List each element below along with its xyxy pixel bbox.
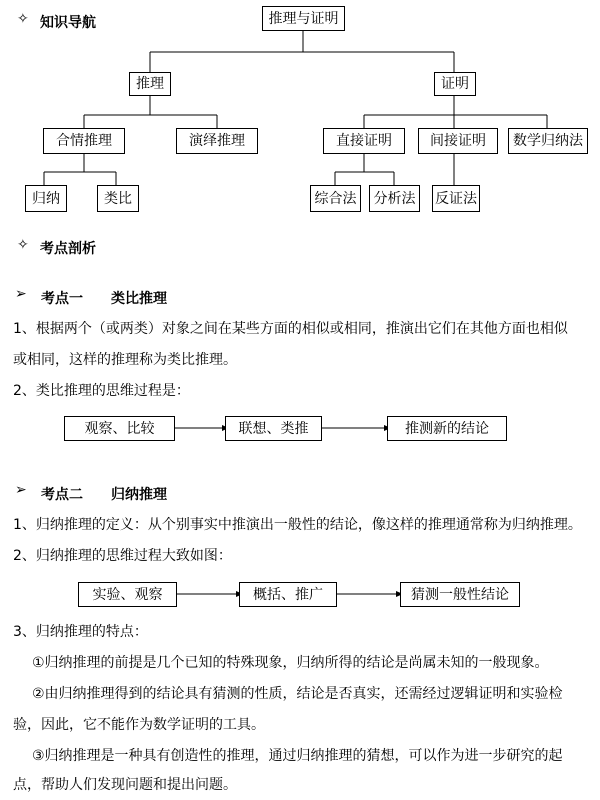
flow1-step3: 推测新的结论 — [387, 416, 507, 441]
flow2-step1: 实验、观察 — [78, 582, 177, 607]
flow1-step1: 观察、比较 — [64, 416, 175, 441]
tree-node-synthesis: 综合法 — [310, 185, 361, 212]
tree-node-direct: 直接证明 — [323, 128, 405, 154]
point2-feature3-line2: 点，帮助人们发现问题和提出问题。 — [13, 777, 237, 793]
point2-p3: 3、归纳推理的特点： — [13, 624, 148, 640]
tree-node-math-induction: 数学归纳法 — [508, 128, 588, 154]
point1-p1-line2: 或相同，这样的推理称为类比推理。 — [13, 352, 237, 368]
tree-node-proof: 证明 — [434, 72, 476, 96]
flow2-step3: 猜测一般性结论 — [400, 582, 520, 607]
arrow-bullet-icon: ➢ — [15, 286, 27, 302]
tree-node-contradiction: 反证法 — [432, 185, 480, 212]
tree-node-reasoning: 推理 — [129, 72, 171, 96]
tree-node-indirect: 间接证明 — [418, 128, 498, 154]
flow1-step2: 联想、类推 — [225, 416, 322, 441]
tree-node-analogy: 类比 — [97, 185, 139, 212]
point2-p1: 1、归纳推理的定义：从个别事实中推演出一般性的结论，像这样的推理通常称为归纳推理。 — [13, 517, 582, 533]
point2-p2: 2、归纳推理的思维过程大致如图： — [13, 548, 232, 564]
tree-node-analysis: 分析法 — [369, 185, 420, 212]
arrow-bullet-icon: ➢ — [15, 482, 27, 498]
nav-heading: 知识导航 — [40, 15, 96, 31]
point2-label: 考点二 — [41, 487, 83, 503]
point2-feature2-line2: 验，因此，它不能作为数学证明的工具。 — [13, 717, 265, 733]
tree-node-root: 推理与证明 — [262, 6, 345, 31]
diamond-bullet-icon: ✧ — [17, 237, 29, 253]
flow2-step2: 概括、推广 — [239, 582, 337, 607]
point2-name: 归纳推理 — [111, 487, 167, 503]
diamond-bullet-icon: ✧ — [17, 11, 29, 27]
point2-feature1: ①归纳推理的前提是几个已知的特殊现象，归纳所得的结论是尚属未知的一般现象。 — [32, 655, 549, 671]
point1-p1-line1: 1、根据两个（或两类）对象之间在某些方面的相似或相同，推演出它们在其他方面也相似 — [13, 321, 568, 337]
point1-p2: 2、类比推理的思维过程是： — [13, 383, 190, 399]
point2-feature3-line1: ③归纳推理是一种具有创造性的推理，通过归纳推理的猜想，可以作为进一步研究的起 — [32, 748, 563, 764]
tree-node-plausible: 合情推理 — [43, 128, 125, 154]
point1-label: 考点一 — [41, 291, 83, 307]
tree-node-deductive: 演绎推理 — [176, 128, 258, 154]
analysis-heading: 考点剖析 — [40, 241, 96, 257]
point1-name: 类比推理 — [111, 291, 167, 307]
point2-feature2-line1: ②由归纳推理得到的结论具有猜测的性质，结论是否真实，还需经过逻辑证明和实验检 — [32, 686, 563, 702]
tree-node-induction: 归纳 — [25, 185, 67, 212]
